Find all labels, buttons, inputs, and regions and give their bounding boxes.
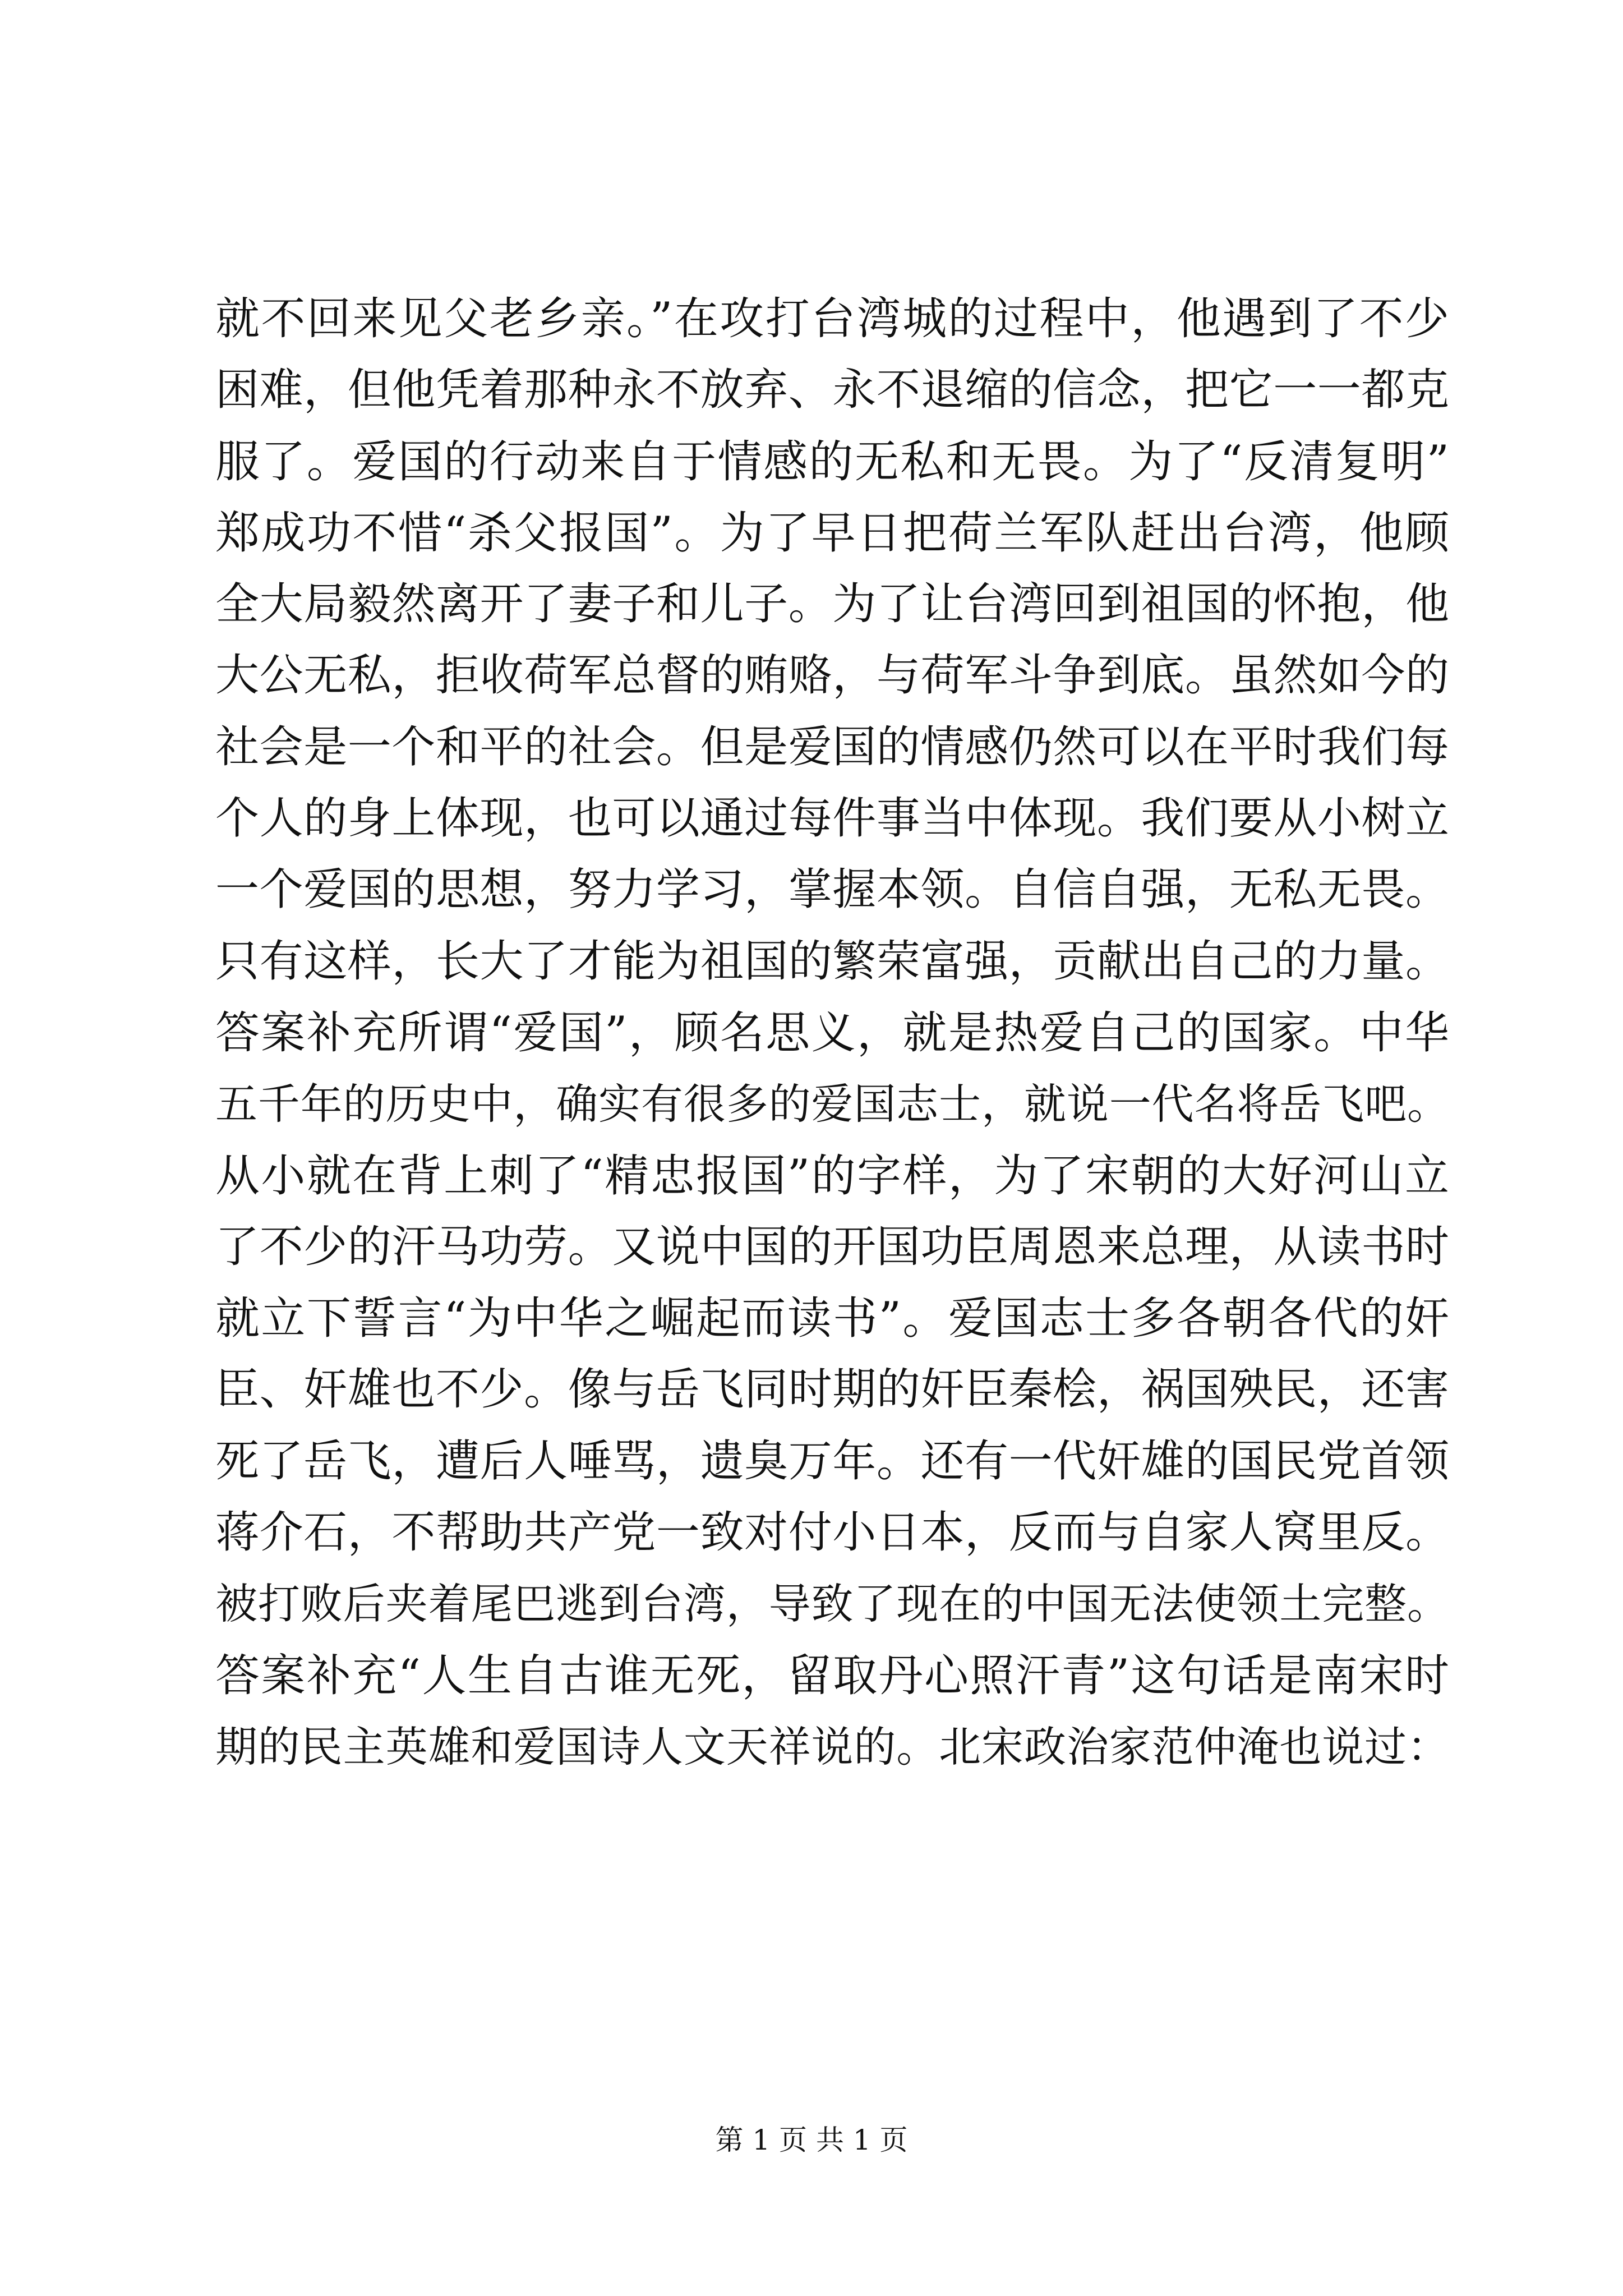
text-line: 答案补充“人生自古谁无死，留取丹心照汗青”这句话是南宋时 <box>215 1649 1449 1701</box>
text-line: 个人的身上体现，也可以通过每件事当中体现。我们要从小树立 <box>215 793 1449 844</box>
text-line: 死了岳飞，遭后人唾骂，遗臭万年。还有一代奸雄的国民党首领 <box>215 1435 1449 1487</box>
text-line: 答案补充所谓“爱国”，顾名思义，就是热爱自己的国家。中华 <box>215 1006 1449 1059</box>
text-line: 郑成功不惜“杀父报国”。为了早日把荷兰军队赶出台湾，他顾 <box>215 507 1449 559</box>
page-footer <box>0 2118 1623 2158</box>
text-line: 蒋介石，不帮助共产党一致对付小日本，反而与自家人窝里反。 <box>215 1507 1449 1558</box>
text-line: 就立下誓言“为中华之崛起而读书”。爱国志士多各朝各代的奸 <box>215 1292 1449 1345</box>
page-number: 第 1 页 共 1 页 <box>715 2124 908 2156</box>
text-line: 了不少的汗马功劳。又说中国的开国功臣周恩来总理，从读书时 <box>215 1221 1449 1272</box>
text-line: 只有这样，长大了才能为祖国的繁荣富强，贡献出自己的力量。 <box>215 936 1449 987</box>
text-line: 就不回来见父老乡亲。”在攻打台湾城的过程中，他遇到了不少 <box>215 293 1449 344</box>
text-line: 从小就在背上刺了“精忠报国”的字样，为了宋朝的大好河山立 <box>215 1149 1449 1202</box>
text-line: 全大局毅然离开了妻子和儿子。为了让台湾回到祖国的怀抱，他 <box>215 579 1449 630</box>
text-line: 一个爱国的思想，努力学习，掌握本领。自信自强，无私无畏。 <box>215 864 1449 915</box>
text-line: 五千年的历史中，确实有很多的爱国志士，就说一代名将岳飞吧。 <box>215 1079 1449 1129</box>
body-text <box>215 283 1449 1783</box>
text-line: 服了。爱国的行动来自于情感的无私和无畏。为了“反清复明” <box>215 435 1449 487</box>
text-line: 臣、奸雄也不少。像与岳飞同时期的奸臣秦桧，祸国殃民，还害 <box>215 1364 1449 1415</box>
text-line: 期的民主英雄和爱国诗人文天祥说的。北宋政治家范仲淹也说过： <box>215 1722 1449 1772</box>
text-line: 困难，但他凭着那种永不放弃、永不退缩的信念，把它一一都克 <box>215 365 1449 416</box>
text-line: 社会是一个和平的社会。但是爱国的情感仍然可以在平时我们每 <box>215 721 1449 772</box>
text-line: 大公无私，拒收荷军总督的贿赂，与荷军斗争到底。虽然如今的 <box>215 650 1449 701</box>
text-line: 被打败后夹着尾巴逃到台湾，导致了现在的中国无法使领土完整。 <box>215 1579 1449 1629</box>
